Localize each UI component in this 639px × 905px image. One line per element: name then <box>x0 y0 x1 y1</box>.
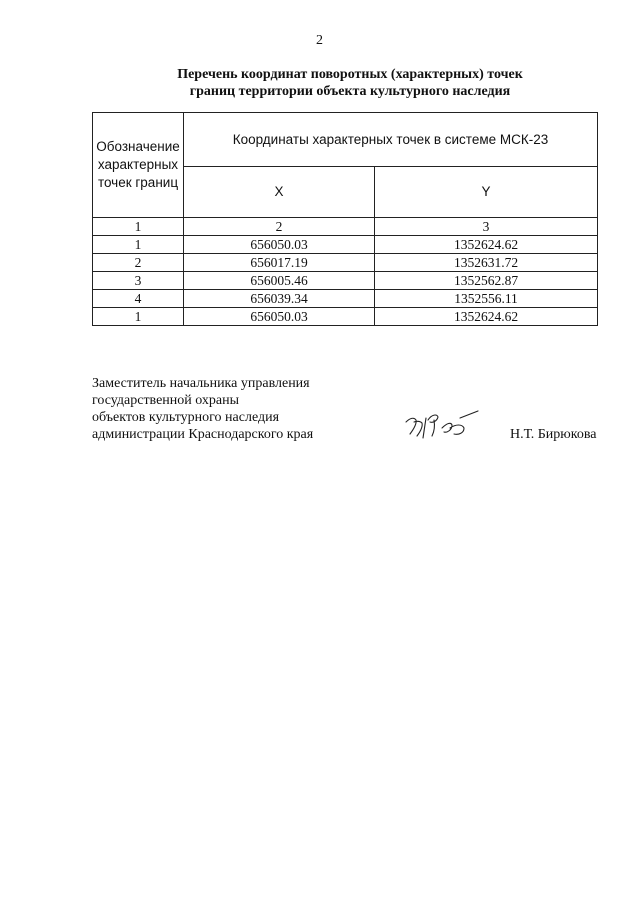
header-x: X <box>184 166 375 218</box>
cell-x: 656017.19 <box>184 254 375 272</box>
column-number: 3 <box>375 218 598 236</box>
table-row <box>93 308 598 326</box>
cell-point: 1 <box>93 236 184 254</box>
position-line: Заместитель начальника управления <box>92 376 310 391</box>
title-line-1: Перечень координат поворотных (характерных) точек <box>177 67 523 82</box>
header-coordinate-system: Координаты характерных точек в системе МСК-23 <box>184 113 598 167</box>
cell-x: 656039.34 <box>184 290 375 308</box>
page-number: 2 <box>316 33 323 48</box>
cell-x: 656005.46 <box>184 272 375 290</box>
column-number-row <box>93 218 598 236</box>
document-title <box>90 66 610 100</box>
position-line: объектов культурного наследия <box>92 410 280 425</box>
cell-y: 1352556.11 <box>375 290 598 308</box>
cell-x: 656050.03 <box>184 308 375 326</box>
table-row <box>93 290 598 308</box>
cell-point: 4 <box>93 290 184 308</box>
signatory-position <box>92 375 313 443</box>
title-line-2: границ территории объекта культурного наследия <box>189 84 511 99</box>
table-header-row <box>93 113 598 167</box>
cell-y: 1352631.72 <box>375 254 598 272</box>
coordinates-table <box>92 112 598 326</box>
table-row <box>93 254 598 272</box>
column-number: 2 <box>184 218 375 236</box>
header-designation <box>93 113 184 218</box>
signatory-name: Н.Т. Бирюкова <box>510 427 597 442</box>
table-row <box>93 272 598 290</box>
position-line: государственной охраны <box>92 393 240 408</box>
header-y: Y <box>375 166 598 218</box>
cell-point: 2 <box>93 254 184 272</box>
header-designation-line: характерных <box>97 157 179 172</box>
cell-y: 1352624.62 <box>375 236 598 254</box>
column-number: 1 <box>93 218 184 236</box>
table-row <box>93 236 598 254</box>
cell-x: 656050.03 <box>184 236 375 254</box>
position-line: администрации Краснодарского края <box>92 427 314 442</box>
cell-y: 1352562.87 <box>375 272 598 290</box>
cell-point: 1 <box>93 308 184 326</box>
handwritten-signature <box>404 408 484 442</box>
header-designation-line: точек границ <box>97 175 179 190</box>
cell-y: 1352624.62 <box>375 308 598 326</box>
header-designation-line: Обозначение <box>96 139 180 154</box>
cell-point: 3 <box>93 272 184 290</box>
